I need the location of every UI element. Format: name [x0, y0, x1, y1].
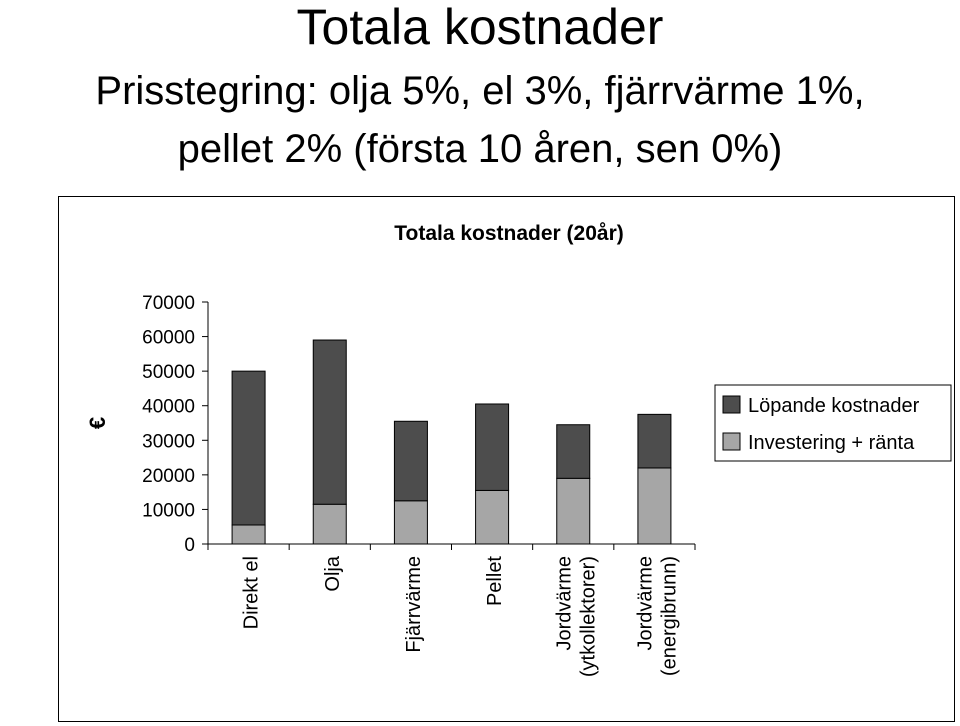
bar-segment-lopande — [232, 371, 265, 525]
x-tick-label — [403, 556, 425, 653]
y-tick-label: 70000 — [142, 293, 195, 314]
bar-segment-lopande — [313, 340, 346, 504]
x-tick-label-line: Jordvärme — [634, 556, 657, 651]
legend-swatch — [723, 433, 740, 450]
bar-segment-investering — [638, 468, 671, 544]
x-tick-label-line: (ytkollektorer) — [577, 556, 600, 678]
x-tick-label-line: Pellet — [484, 556, 507, 607]
x-tick-label-line: Direkt el — [240, 556, 263, 630]
bar-segment-lopande — [394, 421, 427, 501]
x-tick-label-line: Fjärrvärme — [402, 556, 425, 653]
x-axis — [208, 544, 695, 550]
chart-title: Totala kostnader (20år) — [394, 222, 624, 245]
y-tick-label: 60000 — [142, 327, 195, 349]
y-axis — [142, 293, 208, 556]
y-axis-label: € — [84, 416, 110, 430]
y-tick-label: 30000 — [142, 431, 195, 453]
slide-title: Totala kostnader — [296, 0, 664, 55]
bar-segment-investering — [232, 525, 265, 544]
bar-segment-investering — [313, 504, 346, 544]
slide-subtitle-line-1: Prisstegring: olja 5%, el 3%, fjärrvärme 1%, — [95, 69, 865, 113]
legend-label: Investering + ränta — [748, 432, 915, 454]
y-tick-label: 50000 — [142, 362, 195, 384]
x-tick-label — [634, 556, 680, 676]
x-tick-label-line: (energibrunn) — [658, 556, 681, 677]
y-tick-label: 10000 — [142, 500, 195, 522]
slide-subtitle-line-2: pellet 2% (första 10 åren, sen 0%) — [177, 127, 783, 171]
bar-segment-investering — [557, 478, 590, 544]
legend-label: Löpande kostnader — [748, 395, 920, 417]
x-tick-label — [553, 556, 599, 677]
bar-segment-lopande — [638, 414, 671, 468]
x-tick-label — [322, 555, 344, 591]
x-axis-labels — [241, 555, 681, 677]
x-tick-label — [484, 556, 506, 606]
legend-swatch — [723, 396, 740, 413]
bar-segment-lopande — [476, 404, 509, 490]
legend — [715, 385, 951, 461]
stacked-bar-chart — [59, 197, 954, 721]
y-tick-label: 40000 — [142, 396, 195, 418]
x-tick-label-line: Jordvärme — [553, 556, 576, 651]
bars — [232, 340, 671, 544]
y-tick-label: 20000 — [142, 465, 195, 487]
chart-frame — [58, 196, 955, 722]
bar-segment-lopande — [557, 425, 590, 479]
bar-segment-investering — [394, 501, 427, 544]
bar-segment-investering — [476, 490, 509, 544]
x-tick-label — [241, 556, 263, 629]
x-tick-label-line: Olja — [321, 556, 344, 592]
y-tick-label: 0 — [184, 535, 195, 556]
